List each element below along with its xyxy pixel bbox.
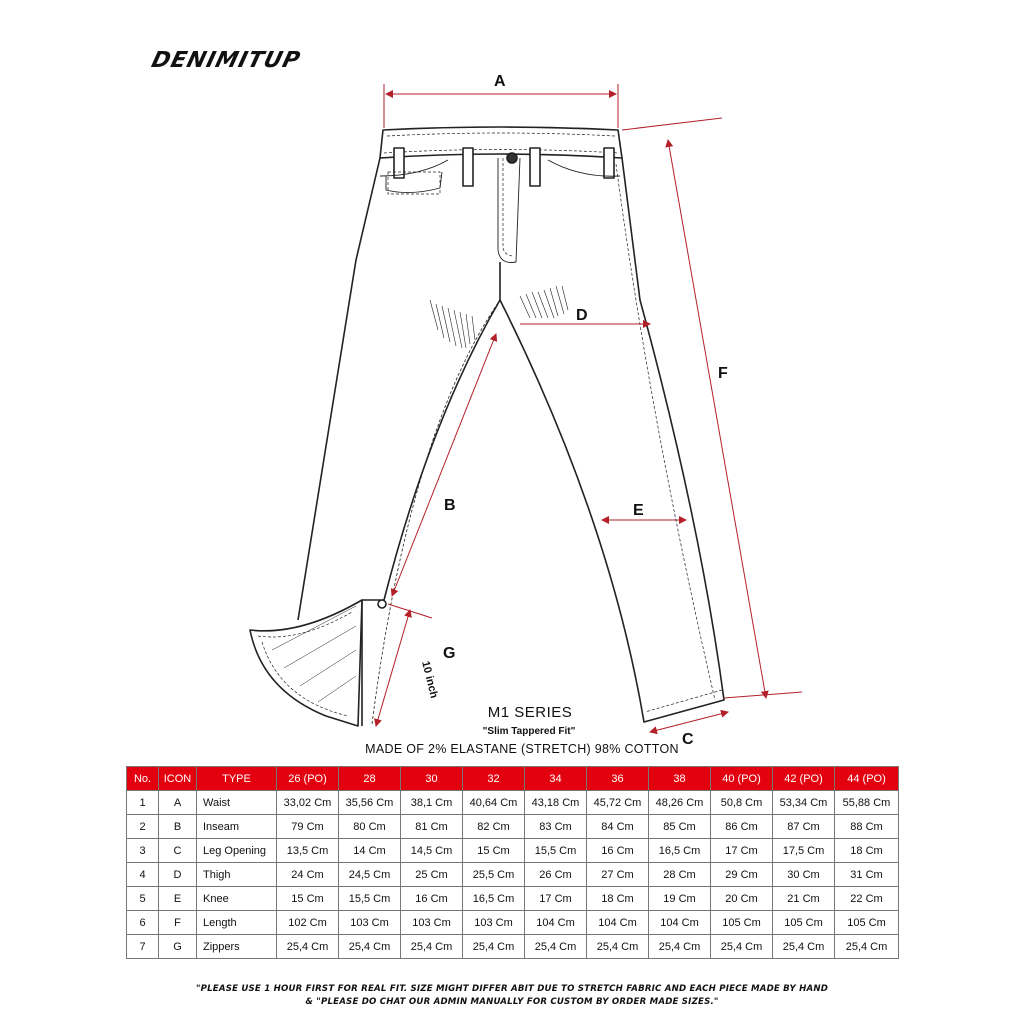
dimension-label-f: F	[718, 365, 728, 382]
size-value-cell: 105 Cm	[711, 911, 773, 935]
dimension-label-e: E	[633, 502, 644, 519]
size-value-cell: 15 Cm	[277, 887, 339, 911]
size-value-cell: 25,4 Cm	[835, 935, 899, 959]
row-number-cell: 3	[127, 839, 159, 863]
size-value-cell: 82 Cm	[463, 815, 525, 839]
measurement-type-cell: Length	[197, 911, 277, 935]
size-value-cell: 25,4 Cm	[401, 935, 463, 959]
header-cell: 44 (PO)	[835, 767, 899, 791]
measurement-type-cell: Waist	[197, 791, 277, 815]
size-value-cell: 40,64 Cm	[463, 791, 525, 815]
size-value-cell: 21 Cm	[773, 887, 835, 911]
measurement-type-cell: Thigh	[197, 863, 277, 887]
size-value-cell: 104 Cm	[587, 911, 649, 935]
size-value-cell: 25,4 Cm	[339, 935, 401, 959]
header-cell: 26 (PO)	[277, 767, 339, 791]
row-number-cell: 5	[127, 887, 159, 911]
row-number-cell: 7	[127, 935, 159, 959]
size-value-cell: 25,4 Cm	[649, 935, 711, 959]
size-value-cell: 25,4 Cm	[587, 935, 649, 959]
size-value-cell: 25,4 Cm	[463, 935, 525, 959]
measurement-type-cell: Knee	[197, 887, 277, 911]
size-value-cell: 88 Cm	[835, 815, 899, 839]
size-value-cell: 85 Cm	[649, 815, 711, 839]
header-cell: 34	[525, 767, 587, 791]
size-value-cell: 25,4 Cm	[773, 935, 835, 959]
size-table	[126, 766, 899, 959]
size-value-cell: 81 Cm	[401, 815, 463, 839]
size-value-cell: 14,5 Cm	[401, 839, 463, 863]
table-row	[127, 839, 899, 863]
size-value-cell: 20 Cm	[711, 887, 773, 911]
size-value-cell: 25,4 Cm	[711, 935, 773, 959]
size-value-cell: 80 Cm	[339, 815, 401, 839]
size-value-cell: 17,5 Cm	[773, 839, 835, 863]
size-value-cell: 26 Cm	[525, 863, 587, 887]
icon-letter-cell: G	[159, 935, 197, 959]
table-row	[127, 863, 899, 887]
size-value-cell: 83 Cm	[525, 815, 587, 839]
header-cell: TYPE	[197, 767, 277, 791]
material-text: MADE OF 2% ELASTANE (STRETCH) 98% COTTON	[365, 742, 679, 756]
size-value-cell: 24 Cm	[277, 863, 339, 887]
size-value-cell: 13,5 Cm	[277, 839, 339, 863]
size-value-cell: 53,34 Cm	[773, 791, 835, 815]
size-value-cell: 28 Cm	[649, 863, 711, 887]
size-value-cell: 17 Cm	[711, 839, 773, 863]
size-value-cell: 25 Cm	[401, 863, 463, 887]
header-cell: 42 (PO)	[773, 767, 835, 791]
size-value-cell: 103 Cm	[401, 911, 463, 935]
size-value-cell: 29 Cm	[711, 863, 773, 887]
size-value-cell: 15 Cm	[463, 839, 525, 863]
dimension-label-d: D	[576, 307, 588, 324]
size-value-cell: 84 Cm	[587, 815, 649, 839]
icon-letter-cell: F	[159, 911, 197, 935]
icon-letter-cell: C	[159, 839, 197, 863]
size-value-cell: 18 Cm	[587, 887, 649, 911]
size-value-cell: 104 Cm	[525, 911, 587, 935]
size-value-cell: 25,4 Cm	[525, 935, 587, 959]
table-header-row	[127, 767, 899, 791]
size-value-cell: 14 Cm	[339, 839, 401, 863]
size-value-cell: 50,8 Cm	[711, 791, 773, 815]
header-cell: 38	[649, 767, 711, 791]
size-value-cell: 105 Cm	[773, 911, 835, 935]
size-value-cell: 102 Cm	[277, 911, 339, 935]
dimension-label-c: C	[682, 731, 694, 748]
size-value-cell: 105 Cm	[835, 911, 899, 935]
header-cell: 28	[339, 767, 401, 791]
footnote	[0, 983, 1024, 1009]
row-number-cell: 2	[127, 815, 159, 839]
dimension-label-a: A	[494, 73, 506, 90]
size-value-cell: 79 Cm	[277, 815, 339, 839]
size-value-cell: 15,5 Cm	[339, 887, 401, 911]
footnote-line-1: "PLEASE USE 1 HOUR FIRST FOR REAL FIT. SIZE MIGHT DIFFER ABIT DUE TO STRETCH FABRIC AND EACH PIECE MADE BY HAND	[195, 984, 829, 994]
size-value-cell: 31 Cm	[835, 863, 899, 887]
measurement-type-cell: Zippers	[197, 935, 277, 959]
size-value-cell: 15,5 Cm	[525, 839, 587, 863]
size-value-cell: 16 Cm	[587, 839, 649, 863]
size-value-cell: 27 Cm	[587, 863, 649, 887]
header-cell: 30	[401, 767, 463, 791]
table-body	[127, 791, 899, 959]
footnote-line-2: & "PLEASE DO CHAT OUR ADMIN MANUALLY FOR CUSTOM BY ORDER MADE SIZES."	[305, 997, 719, 1007]
size-value-cell: 38,1 Cm	[401, 791, 463, 815]
size-value-cell: 45,72 Cm	[587, 791, 649, 815]
size-value-cell: 33,02 Cm	[277, 791, 339, 815]
size-value-cell: 43,18 Cm	[525, 791, 587, 815]
row-number-cell: 1	[127, 791, 159, 815]
row-number-cell: 4	[127, 863, 159, 887]
dimension-label-b: B	[444, 497, 456, 514]
row-number-cell: 6	[127, 911, 159, 935]
size-value-cell: 24,5 Cm	[339, 863, 401, 887]
table-row	[127, 887, 899, 911]
jeans-illustration	[250, 127, 724, 726]
table-row	[127, 791, 899, 815]
size-value-cell: 17 Cm	[525, 887, 587, 911]
icon-letter-cell: B	[159, 815, 197, 839]
size-value-cell: 103 Cm	[463, 911, 525, 935]
header-cell: No.	[127, 767, 159, 791]
dimension-label-g: G	[443, 645, 456, 662]
size-value-cell: 18 Cm	[835, 839, 899, 863]
table-row	[127, 935, 899, 959]
size-value-cell: 16 Cm	[401, 887, 463, 911]
series-name: M1 SERIES	[487, 704, 573, 721]
size-value-cell: 103 Cm	[339, 911, 401, 935]
size-value-cell: 16,5 Cm	[649, 839, 711, 863]
fit-subtitle	[0, 726, 1024, 737]
header-cell: ICON	[159, 767, 197, 791]
table-row	[127, 815, 899, 839]
size-value-cell: 30 Cm	[773, 863, 835, 887]
size-value-cell: 16,5 Cm	[463, 887, 525, 911]
size-value-cell: 19 Cm	[649, 887, 711, 911]
zipper-length-note: 10 inch	[419, 659, 440, 700]
size-value-cell: 104 Cm	[649, 911, 711, 935]
size-value-cell: 55,88 Cm	[835, 791, 899, 815]
fit-name: "Slim Tappered Fit"	[482, 726, 576, 737]
size-value-cell: 22 Cm	[835, 887, 899, 911]
size-value-cell: 87 Cm	[773, 815, 835, 839]
icon-letter-cell: A	[159, 791, 197, 815]
header-cell: 40 (PO)	[711, 767, 773, 791]
table-row	[127, 911, 899, 935]
size-value-cell: 48,26 Cm	[649, 791, 711, 815]
icon-letter-cell: E	[159, 887, 197, 911]
measurement-type-cell: Inseam	[197, 815, 277, 839]
size-value-cell: 25,4 Cm	[277, 935, 339, 959]
header-cell: 36	[587, 767, 649, 791]
header-cell: 32	[463, 767, 525, 791]
material-line	[0, 742, 1024, 756]
size-value-cell: 35,56 Cm	[339, 791, 401, 815]
brand-logo: DENIMITUP	[148, 48, 304, 73]
size-value-cell: 25,5 Cm	[463, 863, 525, 887]
size-value-cell: 86 Cm	[711, 815, 773, 839]
measurement-type-cell: Leg Opening	[197, 839, 277, 863]
series-title	[0, 704, 1024, 721]
icon-letter-cell: D	[159, 863, 197, 887]
